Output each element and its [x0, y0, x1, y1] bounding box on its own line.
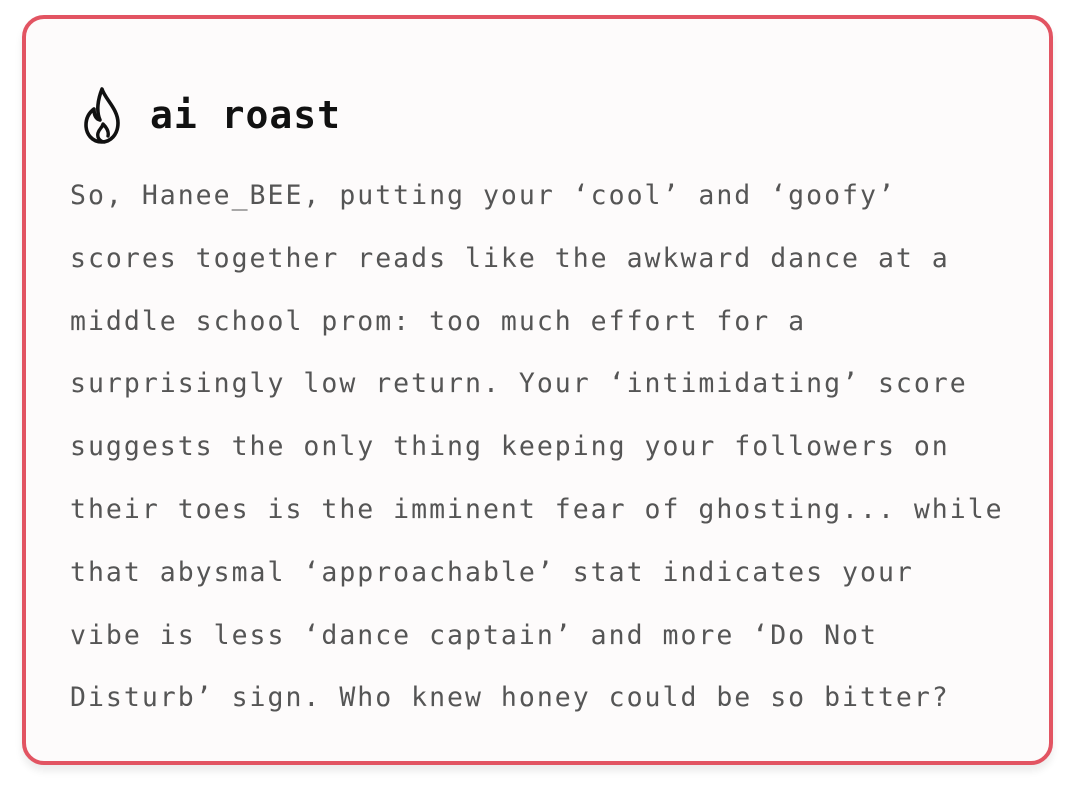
roast-line: scores together reads like the awkward dance at a: [70, 242, 950, 274]
roast-line: their toes is the imminent fear of ghosting... while: [70, 493, 1004, 525]
roast-line: middle school prom: too much effort for a: [70, 305, 807, 337]
card-header: [78, 83, 341, 147]
roast-line: that abysmal ‘approachable’ stat indicates your: [70, 556, 914, 588]
card-title: ai roast: [150, 93, 342, 137]
roast-text: [70, 165, 1040, 730]
roast-line: vibe is less ‘dance captain’ and more ‘Do Not: [70, 619, 878, 651]
roast-line: suggests the only thing keeping your followers on: [70, 431, 950, 463]
flame-icon: [78, 83, 126, 147]
roast-line: surprisingly low return. Your ‘intimidating’ score: [70, 368, 968, 400]
roast-line: Disturb’ sign. Who knew honey could be so bitter?: [70, 682, 950, 714]
roast-line: So, Hanee_BEE, putting your ‘cool’ and ‘goofy’: [70, 180, 896, 211]
ai-roast-card: [22, 15, 1053, 765]
